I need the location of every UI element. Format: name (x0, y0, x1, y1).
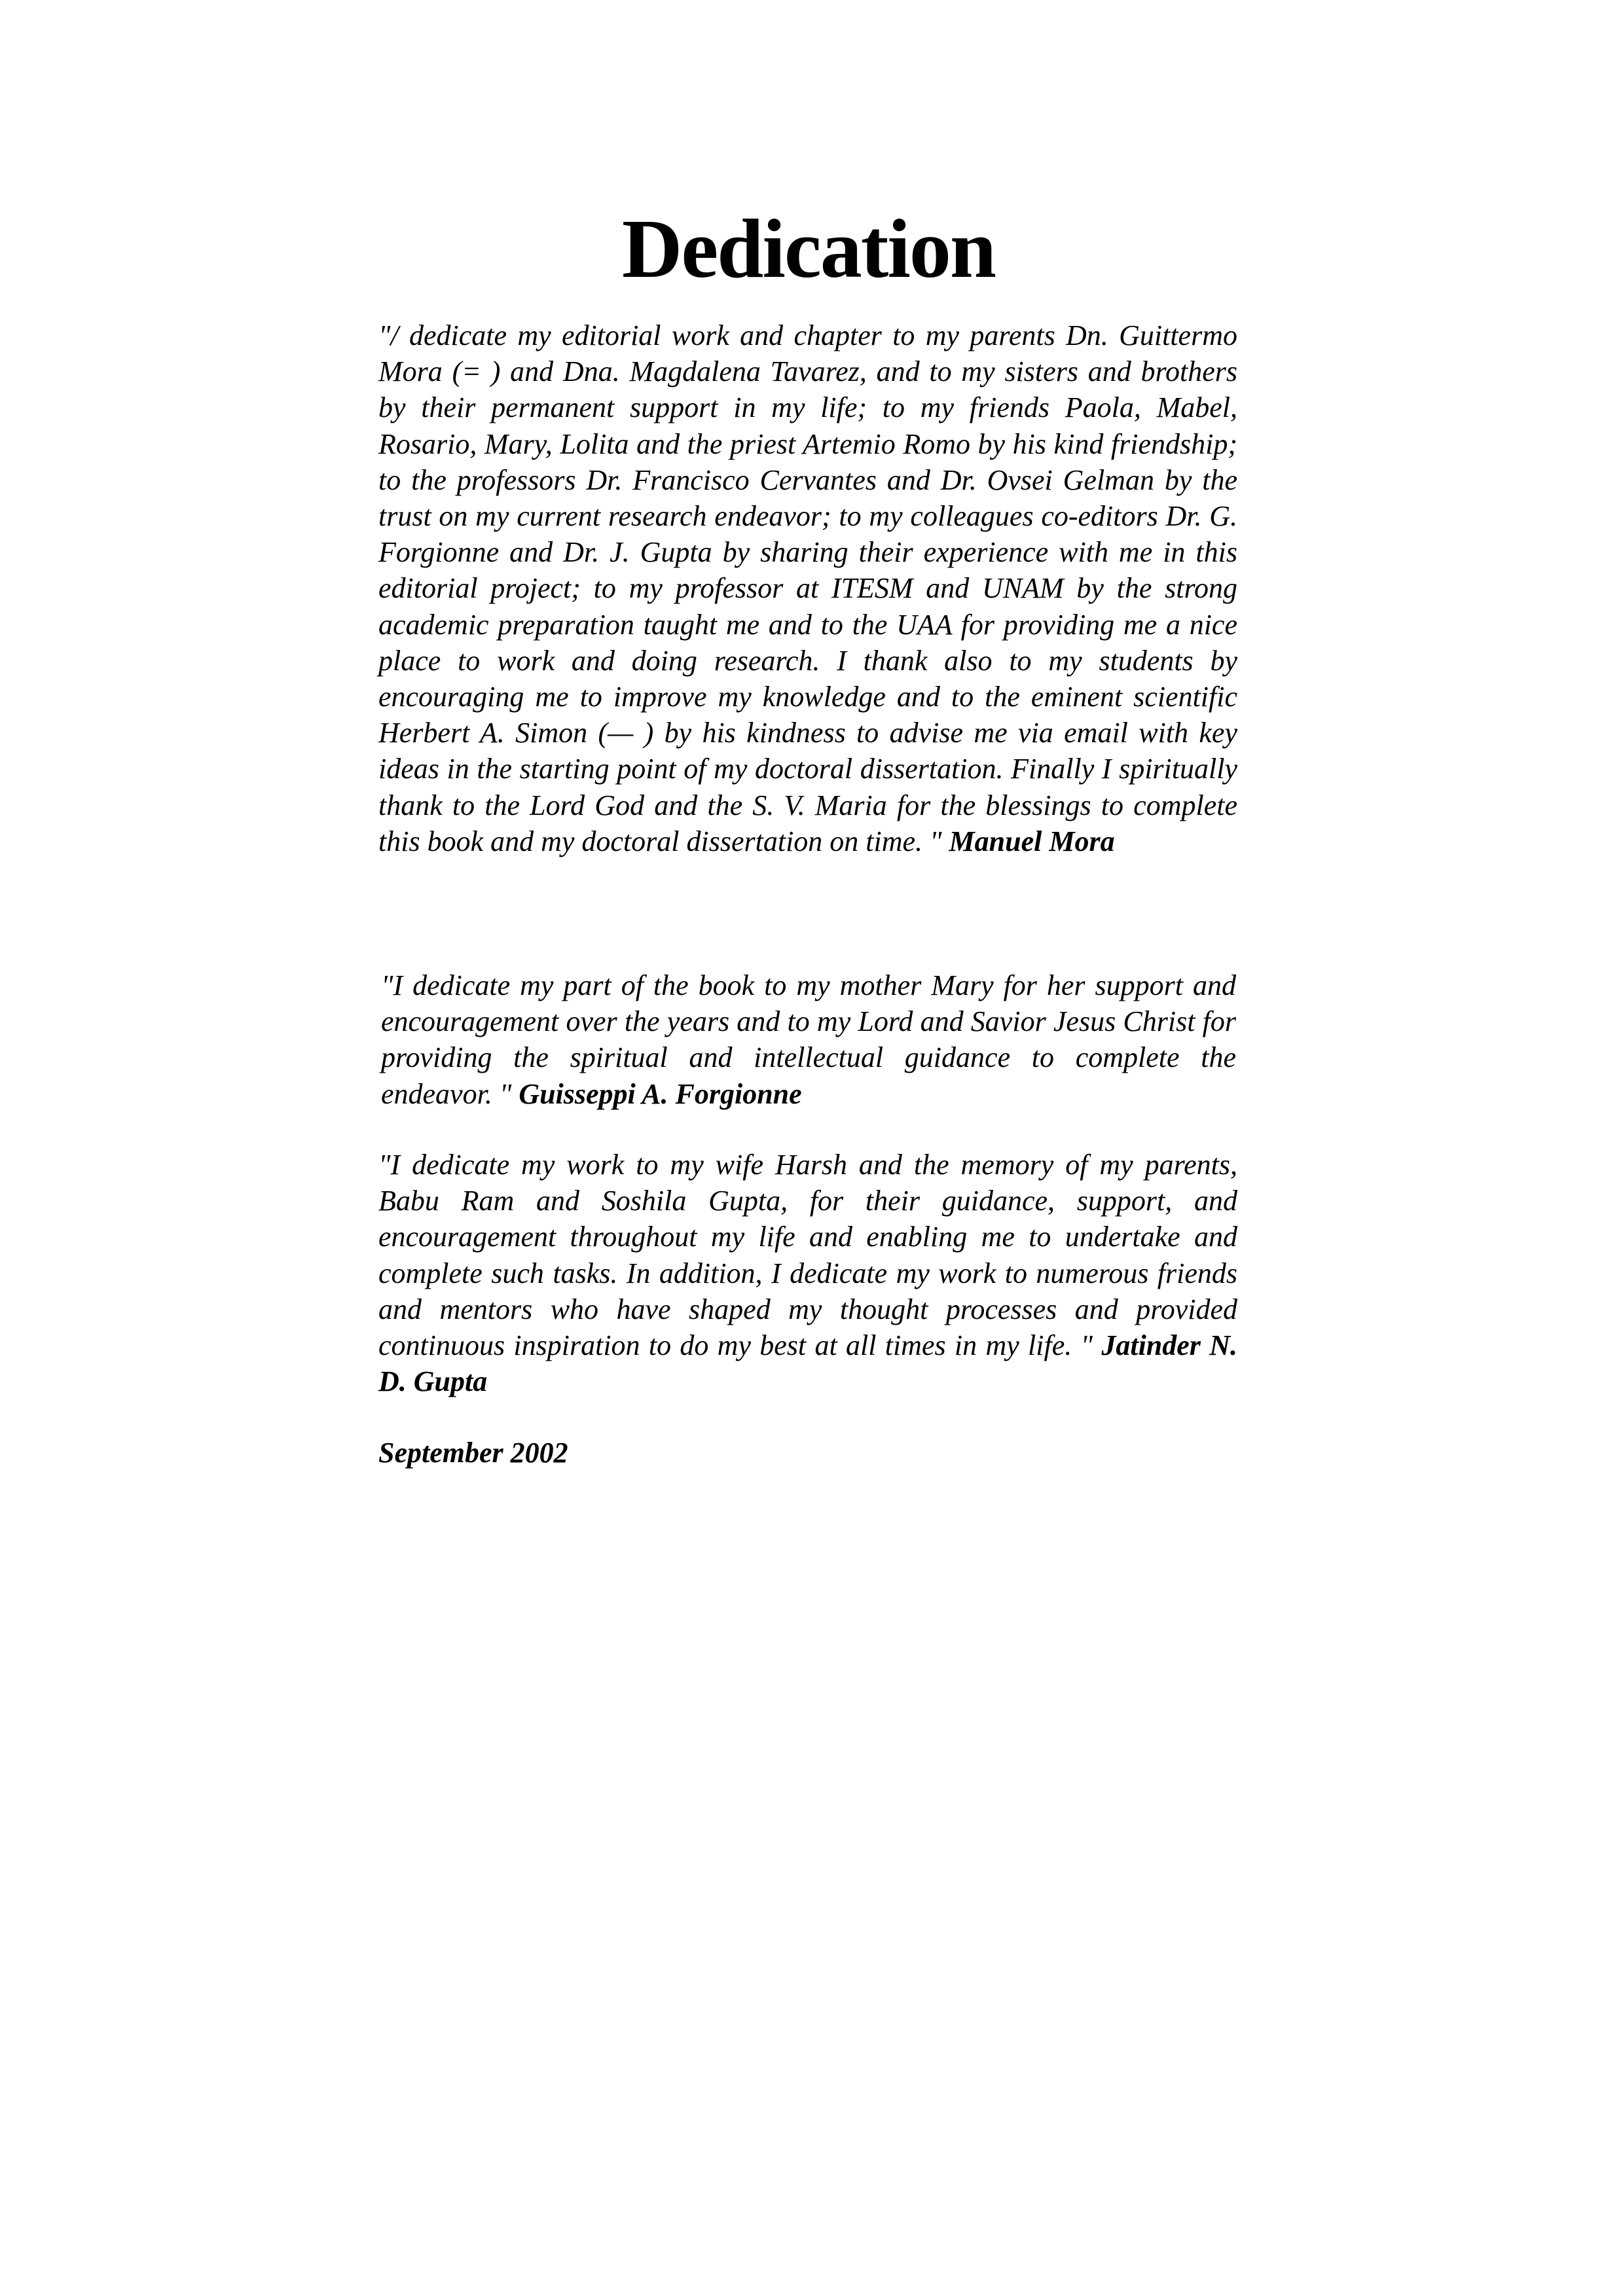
dedication-paragraph-gupta (378, 1147, 1237, 1399)
dedication-date: September 2002 (378, 1437, 568, 1469)
dedication-text: "/ dedicate my editorial work and chapter to my parents Dn. Guittermo Mora (= ) and Dna. Magdalena Tavarez, and to my sisters and brothers by their permanent support in my life; to my friends Paola, Mabel, Rosario, Mary, Lolita and the priest Artemio Romo by his kind friendship; to the professors Dr. Francisco Cervantes and Dr. Ovsei Gelman by the trust on my current research endeavor; to my colleagues co-editors Dr. G. Forgionne and Dr. J. Gupta by sharing their experience with me in this editorial project; to my professor at ITESM and UNAM by the strong academic preparation taught me and to the UAA for providing me a nice place to work and doing research. I thank also to my students by encouraging me to improve my knowledge and to the eminent scientific Herbert A. Simon (— ) by his kindness to advise me via email with key ideas in the starting point of my doctoral dissertation. Finally I spiritually thank to the Lord God and the S. V. Maria for the blessings to complete this book and my doctoral dissertation on time. " (378, 319, 1237, 857)
author-signature: Guisseppi A. Forgionne (519, 1077, 802, 1110)
dedication-paragraph-forgionne (381, 967, 1236, 1112)
dedication-text: "I dedicate my part of the book to my mother Mary for her support and encouragement over the years and to my Lord and Savior Jesus Christ for providing the spiritual and intellectual guidance to complete the endeavor. " (381, 969, 1236, 1110)
author-signature: Manuel Mora (949, 825, 1115, 857)
author-signature: Jatinder N. D. Gupta (378, 1329, 1237, 1398)
dedication-text: "I dedicate my work to my wife Harsh and the memory of my parents, Babu Ram and Soshila Gupta, for their guidance, support, and encouragement throughout my life and enabling me to undertake and complete such tasks. In addition, I dedicate my work to numerous friends and mentors who have shaped my thought processes and provided continuous inspiration to do my best at all times in my life. " (378, 1149, 1237, 1362)
dedication-paragraph-mora (378, 317, 1237, 859)
page-title: Dedication (621, 202, 996, 295)
